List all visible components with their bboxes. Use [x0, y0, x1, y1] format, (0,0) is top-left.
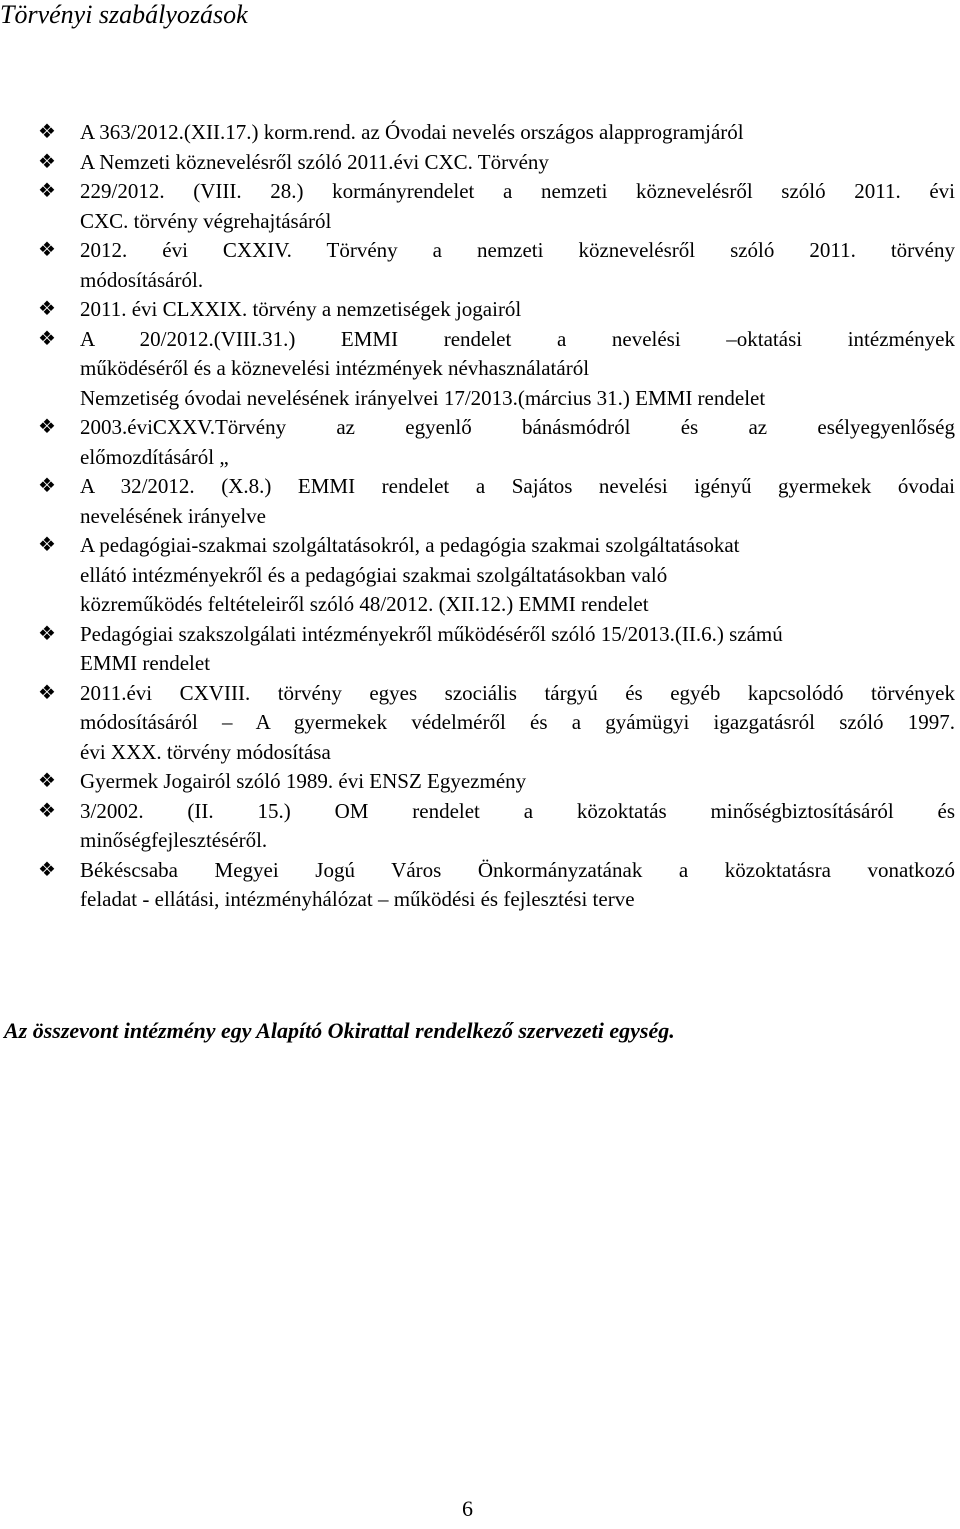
- list-item-text-cont: EMMI rendelet: [80, 651, 211, 675]
- list-item-text-cont: előmozdításáról „: [80, 444, 229, 469]
- list-item-text: Pedagógiai szakszolgálati intézményekről működéséről szóló 15/2013.(II.6.) számú: [80, 621, 783, 646]
- list-item-text: A pedagógiai-szakmai szolgáltatásokról, a pedagógia szakmai szolgáltatásokat: [80, 533, 740, 557]
- bullet-icon: ❖: [38, 416, 56, 438]
- list-item-text: 2011. évi CLXXIX. törvény a nemzetiségek jogairól: [80, 297, 522, 321]
- bullet-icon: ❖: [38, 150, 56, 173]
- bullet-icon: ❖: [38, 327, 56, 350]
- list-item-text-cont: évi XXX. törvény módosítása: [80, 739, 331, 764]
- list-item: [0, 472, 960, 531]
- list-item: [0, 856, 960, 915]
- list-item-text: Gyermek Jogairól szóló 1989. évi ENSZ Egyezmény: [80, 769, 527, 793]
- list-item-text: 229/2012. (VIII. 28.) kormányrendelet a nemzeti köznevelésről szóló 2011. évi: [80, 179, 955, 203]
- list-item: [0, 325, 960, 414]
- list-item: [0, 797, 960, 856]
- bullet-icon: ❖: [38, 622, 56, 645]
- list-item-text: 2011.évi CXVIII. törvény egyes szociális tárgyú és egyéb kapcsolódó törvények: [80, 680, 955, 705]
- bullet-icon: ❖: [38, 298, 56, 320]
- list-item-text-cont: módosításáról.: [80, 267, 204, 292]
- list-item: [0, 767, 960, 797]
- list-item: [0, 413, 960, 472]
- list-item-text-cont: feladat - ellátási, intézményhálózat – működési és fejlesztési terve: [80, 887, 635, 911]
- list-item: [0, 177, 960, 236]
- bullet-icon: ❖: [38, 180, 56, 202]
- list-item-text: A Nemzeti köznevelésről szóló 2011.évi CXC. Törvény: [80, 149, 549, 174]
- list-item-text-cont: ellátó intézményekről és a pedagógiai szakmai szolgáltatásokban való: [80, 562, 668, 587]
- list-item: [0, 679, 960, 768]
- list-item-text-cont: közreműködés feltételeiről szóló 48/2012. (XII.12.) EMMI rendelet: [80, 592, 649, 616]
- list-item-text: A 363/2012.(XII.17.) korm.rend. az Óvodai nevelés országos alapprogramjáról: [80, 120, 744, 144]
- list-item-text: A 20/2012.(VIII.31.) EMMI rendelet a nevelési –oktatási intézmények: [80, 326, 955, 351]
- list-item-text-cont: módosításáról – A gyermekek védelméről és a gyámügyi igazgatásról szóló 1997.: [80, 710, 955, 734]
- bullet-icon: ❖: [38, 239, 56, 261]
- list-item: [0, 148, 960, 178]
- list-item: [0, 620, 960, 679]
- list-item-text-cont: működéséről és a köznevelési intézmények névhasználatáról: [80, 356, 590, 380]
- list-item-text: 2012. évi CXXIV. Törvény a nemzeti köznevelésről szóló 2011. törvény: [80, 238, 955, 262]
- bullet-icon: ❖: [38, 799, 56, 822]
- list-item-text: Békéscsaba Megyei Jogú Város Önkormányzatának a közoktatásra vonatkozó: [80, 857, 955, 882]
- footer-note: Az összevont intézmény egy Alapító Okirattal rendelkező szervezeti egység.: [4, 1018, 675, 1043]
- bullet-icon: ❖: [38, 121, 56, 143]
- list-item: [0, 531, 960, 620]
- bullet-icon: ❖: [38, 858, 56, 881]
- list-item-text-cont: Nemzetiség óvodai nevelésének irányelvei 17/2013.(március 31.) EMMI rendelet: [80, 385, 766, 410]
- page-number: 6: [462, 1496, 473, 1521]
- list-item-text-cont: CXC. törvény végrehajtásáról: [80, 208, 332, 233]
- list-item: [0, 295, 960, 325]
- page-title: Törvényi szabályozások: [0, 0, 248, 29]
- list-item-text-cont: nevelésének irányelve: [80, 503, 266, 528]
- list-item-text-cont: minőségfejlesztéséről.: [80, 828, 268, 852]
- list-item: [0, 118, 960, 148]
- list-item: [0, 236, 960, 295]
- bullet-icon: ❖: [38, 475, 56, 497]
- law-list: [0, 118, 960, 915]
- list-item-text: A 32/2012. (X.8.) EMMI rendelet a Sajátos nevelési igényű gyermekek óvodai: [80, 474, 955, 498]
- bullet-icon: ❖: [38, 770, 56, 792]
- bullet-icon: ❖: [38, 534, 56, 556]
- bullet-icon: ❖: [38, 681, 56, 704]
- list-item-text: 3/2002. (II. 15.) OM rendelet a közoktatás minőségbiztosításáról és: [80, 798, 955, 823]
- list-item-text: 2003.éviCXXV.Törvény az egyenlő bánásmódról és az esélyegyenlőség: [80, 415, 955, 439]
